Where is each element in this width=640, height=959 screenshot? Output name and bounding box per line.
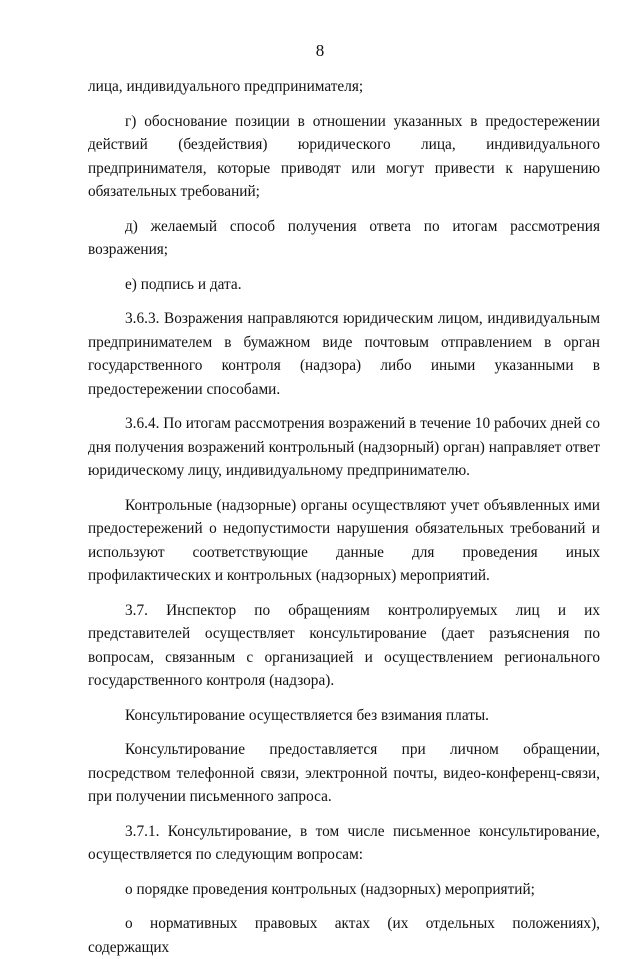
page-number: 8 [315, 41, 325, 60]
document-body [88, 75, 600, 959]
paragraph: о порядке проведения контрольных (надзорных) мероприятий; [125, 880, 535, 898]
paragraph: Контрольные (надзорные) органы осуществляют учет объявленных ими предостережений о недопустимости нарушения обязательных требований и используют соответствующие данные для проведения иных профилактических и контрольных (надзорных) мероприятий. [88, 496, 600, 584]
paragraph: д) желаемый способ получения ответа по итогам рассмотрения возражения; [88, 217, 600, 258]
paragraph: 3.7. Инспектор по обращениям контролируемых лиц и их представителей осуществляет консультирование (дает разъяснения по вопросам, связанным с организацией и осуществлением регионального государственного контроля (надзора). [88, 601, 600, 689]
paragraph: г) обоснование позиции в отношении указанных в предостережении действий (бездействия) юридического лица, индивидуального предпринимателя, которые приводят или могут привести к нарушению обязательных требований; [88, 112, 600, 200]
paragraph: Консультирование предоставляется при личном обращении, посредством телефонной связи, электронной почты, видео-конференц-связи, при получении письменного запроса. [88, 741, 600, 805]
paragraph: лица, индивидуального предпринимателя; [88, 78, 364, 95]
paragraph: 3.6.4. По итогам рассмотрения возражений в течение 10 рабочих дней со дня получения возражений контрольный (надзорный) орган) направляет ответ юридическому лицу, индивидуальному предпринимателю. [88, 415, 600, 479]
paragraph: 3.6.3. Возражения направляются юридическим лицом, индивидуальным предпринимателем в бумажном виде почтовым отправлением в орган государственного контроля (надзора) либо иными указанными в предостережении способами. [88, 310, 600, 398]
paragraph: е) подпись и дата. [125, 275, 242, 293]
paragraph: 3.7.1. Консультирование, в том числе письменное консультирование, осуществляется по следующим вопросам: [88, 822, 600, 863]
paragraph: о нормативных правовых актах (их отдельных положениях), содержащих [88, 915, 600, 956]
paragraph: Консультирование осуществляется без взимания платы. [125, 706, 489, 724]
